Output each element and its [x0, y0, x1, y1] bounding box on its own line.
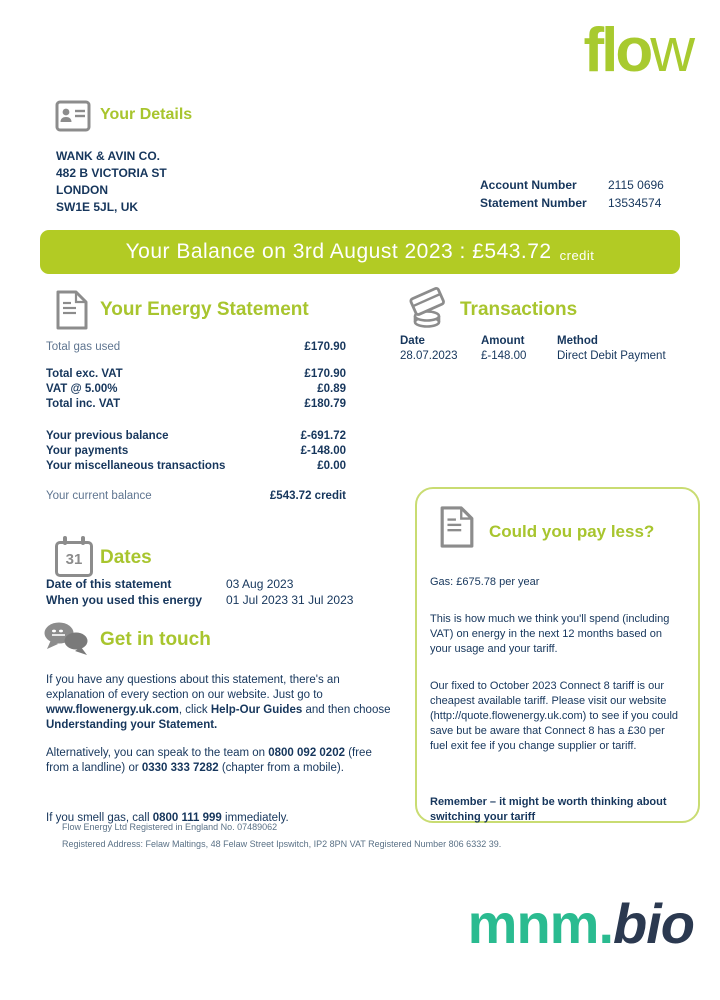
paragraph-text: Alternatively, you can speak to the team on [46, 746, 269, 759]
gas-yearly-cost: Gas: £675.78 per year [430, 576, 540, 588]
statement-date-label: Date of this statement [46, 577, 172, 591]
paragraph-text: and then choose [302, 703, 391, 716]
balance-banner-credit-label: credit [559, 248, 595, 263]
flow-logo-text-heavy: flo [583, 16, 651, 85]
customer-address [56, 148, 167, 216]
balance-banner-text: Your Balance on 3rd August 2023 : £543.72 [125, 240, 552, 263]
account-number-row [480, 177, 664, 195]
mnm-bio-logo [467, 892, 694, 955]
transaction-date: 28.07.2023 [400, 350, 458, 362]
statement-row-value: £-691.72 [300, 429, 346, 442]
statement-date-value: 03 Aug 2023 [226, 577, 294, 591]
energy-period-label: When you used this energy [46, 593, 203, 607]
transactions-col-date: Date [400, 335, 425, 347]
statement-row-value: £543.72 credit [269, 489, 346, 502]
statement-row [46, 396, 346, 411]
transaction-row [400, 349, 677, 364]
phone-number-mobile: 0330 333 7282 [141, 761, 219, 774]
account-number-value: 2115 0696 [608, 178, 664, 192]
statement-row [46, 366, 346, 381]
statement-row-value: £170.90 [304, 340, 346, 353]
pay-less-reminder: Remember – it might be worth thinking about switching your tariff [430, 796, 667, 823]
document-icon [439, 505, 475, 554]
mnm-logo-teal: mnm. [467, 892, 614, 955]
flow-logo [583, 16, 692, 85]
dates-rows [46, 576, 353, 608]
statement-date-row [46, 576, 353, 592]
transactions-table [400, 334, 677, 364]
statement-row-label: Your payments [46, 444, 129, 457]
dates-heading: Dates [100, 547, 152, 568]
energy-period-value: 01 Jul 2023 31 Jul 2023 [226, 593, 354, 607]
website-url: www.flowenergy.uk.com [46, 703, 179, 716]
statement-row-value: £-148.00 [300, 444, 346, 457]
statement-row-label: Total inc. VAT [46, 397, 121, 410]
statement-row-label: Your previous balance [46, 429, 169, 442]
understanding-statement-label: Understanding your Statement. [46, 718, 218, 731]
statement-row [46, 488, 346, 503]
get-in-touch-heading: Get in touch [100, 629, 211, 650]
energy-statement-heading: Your Energy Statement [100, 299, 309, 320]
statement-row [46, 381, 346, 396]
statement-row [46, 443, 346, 458]
help-guides-label: Help-Our Guides [210, 703, 303, 716]
paragraph-text: If you smell gas, call [46, 811, 153, 824]
account-number-label: Account Number [480, 178, 577, 192]
address-line-2: LONDON [56, 183, 108, 197]
transactions-heading: Transactions [460, 299, 578, 320]
statement-number-row [480, 195, 664, 213]
statement-row-label: Total gas used [46, 340, 121, 353]
chat-bubbles-icon [42, 620, 92, 665]
mnm-logo-dark: bio [613, 892, 694, 955]
get-in-touch-paragraph-1 [46, 673, 392, 733]
statement-row-value: £170.90 [304, 367, 346, 380]
energy-statement-rows [46, 339, 346, 503]
flow-logo-text-light: w [650, 16, 692, 85]
statement-row [46, 428, 346, 443]
statement-row-label: Total exc. VAT [46, 367, 123, 380]
statement-row-label: VAT @ 5.00% [46, 382, 118, 395]
statement-number-label: Statement Number [480, 195, 587, 210]
pay-less-paragraph: Our fixed to October 2023 Connect 8 tariff is our cheapest available tariff. Please visit our website (http://quote.flowenergy.uk.com) to see if you could save but be aware that Connect 8 has a £30 per fuel exit fee if you change supplier or tariff. [430, 680, 679, 752]
statement-row [46, 339, 346, 354]
transactions-col-method: Method [557, 335, 598, 347]
customer-name: WANK & AVIN CO. [56, 149, 160, 163]
transaction-method: Direct Debit Payment [557, 350, 666, 362]
statement-row-label: Your current balance [46, 489, 152, 502]
statement-row-value: £0.89 [317, 382, 346, 395]
payment-coins-icon [404, 286, 450, 337]
statement-number-value: 13534574 [608, 195, 662, 210]
transaction-amount: £-148.00 [481, 350, 527, 362]
statement-row [46, 458, 346, 473]
footer-address-line: Registered Address: Felaw Maltings, 48 Felaw Street Ipswitch, IP2 8PN VAT Registered Number 806 6332 39. [62, 839, 502, 849]
balance-banner [40, 230, 680, 274]
footer-registration-line: Flow Energy Ltd Registered in England No. 07489062 [62, 822, 278, 832]
document-icon [55, 290, 89, 335]
could-you-pay-less-box [415, 487, 700, 823]
pay-less-paragraph: This is how much we think you'll spend (including VAT) on energy in the next 12 months based on your usage and your tariff. [430, 613, 670, 655]
paragraph-text: (chapter from a mobile). [218, 761, 344, 774]
statement-row-value: £0.00 [317, 459, 346, 472]
address-line-3: SW1E 5JL, UK [56, 200, 139, 214]
calendar-icon [55, 541, 93, 577]
account-info [480, 177, 664, 212]
energy-period-row [46, 592, 353, 608]
your-details-heading: Your Details [100, 106, 193, 123]
transactions-col-amount: Amount [481, 335, 525, 347]
phone-number-landline: 0800 092 0202 [268, 746, 345, 759]
transactions-header-row [400, 334, 677, 349]
statement-row-value: £180.79 [304, 397, 346, 410]
pay-less-heading: Could you pay less? [489, 522, 655, 541]
paragraph-text: If you have any questions about this statement, there's an explanation of every section on our website. Just go to [46, 673, 340, 701]
paragraph-text: , click [178, 703, 211, 716]
calendar-day-number: 31 [65, 550, 83, 568]
gas-emergency-number: 0800 111 999 [152, 811, 222, 824]
address-line-1: 482 B VICTORIA ST [56, 166, 167, 180]
id-card-icon [55, 100, 91, 137]
paragraph-text: immediately. [221, 811, 289, 824]
paragraph-text: (free from a landline) or [46, 746, 372, 774]
get-in-touch-paragraph-2 [46, 746, 392, 776]
statement-row-label: Your miscellaneous transactions [46, 459, 226, 472]
